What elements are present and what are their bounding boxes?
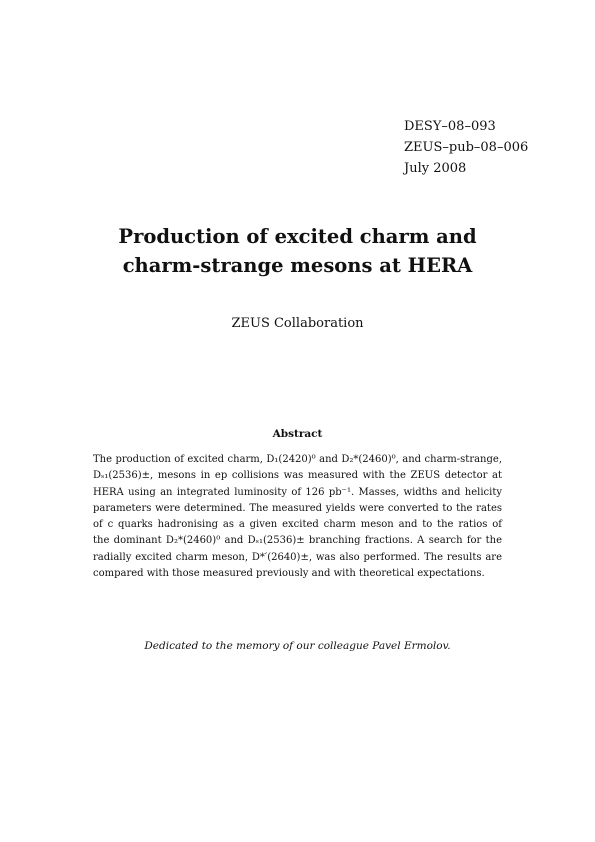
abstract-line: The production of excited charm, D₁(2420)⁰ and D₂*(2460)⁰, and charm-strange, bbox=[93, 454, 502, 465]
abstract-line: radially excited charm meson, D*′(2640)±, was also performed. The results are bbox=[93, 551, 502, 563]
abstract-heading: Abstract bbox=[272, 428, 323, 440]
abstract-line: compared with those measured previously and with theoretical expectations. bbox=[93, 568, 485, 580]
abstract-line: of c quarks hadronising as a given excited charm meson and to the ratios of bbox=[93, 519, 502, 531]
abstract-line: parameters were determined. The measured yields were converted to the rates bbox=[93, 502, 502, 514]
paper-title bbox=[0, 222, 595, 280]
desy-report-number: DESY–08–093 bbox=[404, 119, 496, 134]
title-line-2: charm-strange mesons at HERA bbox=[122, 254, 473, 277]
abstract-line: Dₛ₁(2536)±, mesons in ep collisions was measured with the ZEUS detector at bbox=[93, 470, 502, 482]
abstract-body bbox=[93, 452, 502, 582]
abstract-line: HERA using an integrated luminosity of 126 pb⁻¹. Masses, widths and helicity bbox=[93, 486, 502, 498]
title-line-1: Production of excited charm and bbox=[118, 225, 477, 248]
collaboration-name: ZEUS Collaboration bbox=[231, 316, 364, 331]
report-date: July 2008 bbox=[404, 161, 467, 176]
zeus-report-number: ZEUS–pub–08–006 bbox=[404, 140, 529, 155]
report-identifiers bbox=[404, 116, 528, 179]
dedication: Dedicated to the memory of our colleague Pavel Ermolov. bbox=[144, 640, 451, 652]
abstract-line: the dominant D₂*(2460)⁰ and Dₛ₁(2536)± branching fractions. A search for the bbox=[93, 535, 502, 547]
